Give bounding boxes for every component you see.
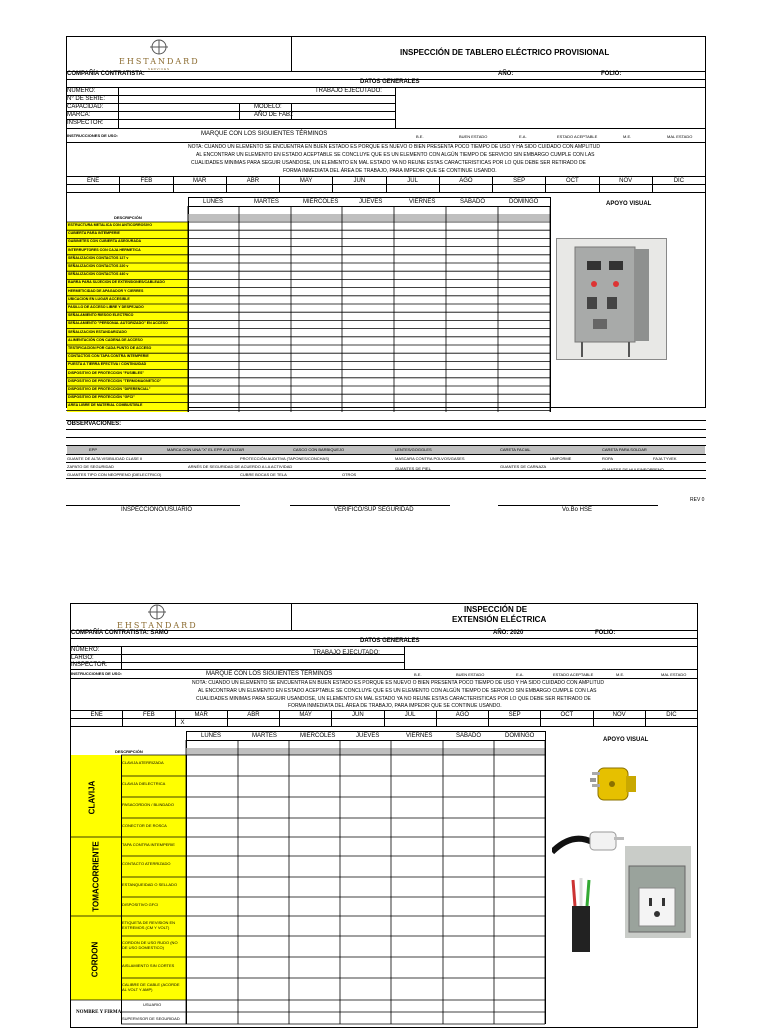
form2-group-tomacorriente: TOMACORRIENTE <box>91 841 101 912</box>
form1-field-brand: MARCA: <box>67 112 91 118</box>
wire-icon <box>566 876 596 952</box>
form2-item-label: AISLAMIENTO SIN CORTES <box>122 963 175 968</box>
form2-item-label: CONTACTO ATERRIZADO <box>122 861 171 866</box>
form1-epp2: UNIFORME <box>550 456 572 461</box>
form1-note-2: AL ENCONTRAR UN ELEMENTO EN ESTADO ACEPTABLE SE CONCLUYE QUE ES UN ELEMENTO CON ALGÚN TIEMPO DE SERVICIO SIN EMBARGO CUMPLE CON LAS <box>196 152 595 158</box>
form1-epp3: GUANTES DE HULE/NEOPRENO <box>602 467 664 472</box>
form1-field-capacity: CAPACIDAD: <box>67 104 104 110</box>
form1-legend-mal: MAL ESTADO <box>667 134 693 139</box>
form2-month: SEP <box>489 711 541 719</box>
form1-logo-name: EHSTANDARD <box>119 57 200 66</box>
form1-visual-support: APOYO VISUAL <box>606 201 652 207</box>
form2-months-table <box>70 710 698 727</box>
form2-item-label: PASACORDON / BLINDADO <box>122 802 174 807</box>
form2-day: SÁBADO <box>456 733 482 739</box>
form2-description: DESCRIPCIÓN <box>115 749 143 754</box>
form1-item-label: SEÑALAMIENTO "PERSONAL AUTORIZADO" EN ACCESO <box>68 321 168 326</box>
form2-month: JUL <box>384 711 436 719</box>
form1-year-label: AÑO: <box>498 71 514 77</box>
form2-month: ABR <box>227 711 279 719</box>
form2-month: FEB <box>123 711 175 719</box>
form2-month: MAR <box>175 711 227 719</box>
plug-icon <box>590 756 646 811</box>
form1-observations: OBSERVACIONES: <box>67 421 122 427</box>
form1-folio-label: FOLIO: <box>601 71 622 77</box>
form2-general-header: DATOS GENERALES <box>360 638 420 644</box>
cord-photo <box>552 812 632 872</box>
form1-mark-terms: MARQUE CON LOS SIGUIENTES TÉRMINOS <box>201 131 328 137</box>
form1-day: VIERNES <box>409 199 436 205</box>
form1-item-label: UBICACION EN LUGAR ACCESIBLE <box>68 296 130 301</box>
form1-month: OCT <box>546 177 599 185</box>
form1-month: JUL <box>386 177 439 185</box>
form1-epp: CASCO CON BARBIQUEJO <box>293 447 345 452</box>
form2-note-3: CUALIDADES MINIMAS PARA SEGUIR USANDOSE, UN ELEMENTO EN MAL ESTADO YA NO REUNE ESTAS CARACTERISTICAS POR LO QUE DEBE SER RETIRADO DE <box>196 696 591 702</box>
form1-epp3: GUANTES DE CARNAZA <box>500 464 547 469</box>
form2-legend-aceptable: ESTADO ACEPTABLE <box>553 672 594 677</box>
form1-field-number: NUMERO: <box>67 88 96 94</box>
form2-field-number: NÚMERO: <box>71 647 100 653</box>
form2-item-label: ETIQUETA DE REVISION EN EXTREMOS (CM Y VOLT) <box>122 920 176 930</box>
form1-legend-buen: BUEN ESTADO <box>459 134 488 139</box>
form1-item-label: AREA LIBRE DE MATERIAL COMBUSTIBLE <box>68 403 143 408</box>
outlet-icon <box>625 846 691 938</box>
form2-mark-terms: MARQUE CON LOS SIGUIENTES TÉRMINOS <box>206 671 333 677</box>
form2-sign-supervisor: SUPERVISOR DE SEGURIDAD <box>122 1016 180 1021</box>
form2-month-mark: X <box>175 719 227 727</box>
form1-month: MAY <box>280 177 333 185</box>
form1-day: JUEVES <box>359 199 383 205</box>
form1-legend-me: M.E. <box>623 134 632 139</box>
form1-month: ENE <box>67 177 120 185</box>
form1-description: DESCRIPCIÓN <box>114 215 142 220</box>
form1-item-label: SEÑALAMIENTO RIESGO ELECTRICO <box>68 313 134 318</box>
form1-sign-hse: Vo.Bo HSE <box>562 507 593 513</box>
form2-group-clavija: CLAVIJA <box>87 780 97 815</box>
form2-day: VIERNES <box>406 733 433 739</box>
form1-item-label: DISPOSITIVO DE PROTECCION "FUSIBLES" <box>68 370 145 375</box>
form2-legend-mal: MAL ESTADO <box>661 672 687 677</box>
form1-item-label: TESTIFICACION POR CADA PUNTO DE ACCESO <box>68 346 152 350</box>
form1-note-4: FORMA INMEDIATA DEL ÁREA DE TRABAJO, PARA IMPEDIR QUE SE CONTINUE USANDO. <box>283 168 497 174</box>
form1-item-label: SEÑALIZACION CONTACTOS 440 v <box>68 272 129 277</box>
form2-item-label: TAPA CONTRA INTEMPERIE <box>122 842 175 847</box>
form2-item-label: CONECTOR DE ROSCA <box>122 823 167 828</box>
form1-title: INSPECCIÓN DE TABLERO ELÉCTRICO PROVISIONAL <box>400 48 610 57</box>
form1-day: LUNES <box>203 199 224 205</box>
form1-general-header: DATOS GENERALES <box>360 79 420 85</box>
form1-month: ABR <box>226 177 279 185</box>
form1-item-label: SEÑALIZACION CONTACTOS 127 v <box>68 255 129 260</box>
form2-note-1: NOTA: CUANDO UN ELEMENTO SE ENCUENTRA EN BUEN ESTADO ES PORQUE ES NUEVO O BIEN PRESENTA POCO TIEMPO DE USO Y HA SIDO CUIDADO CON AMPLITUD <box>192 680 604 686</box>
form2-grid <box>70 740 548 1026</box>
form2-item-label: CORDON DE USO RUDO (NO DE USO DOMESTICO) <box>122 940 178 950</box>
form2-field-inspector: INSPECTOR: <box>71 662 108 668</box>
form2-legend-me: M.E. <box>616 672 625 677</box>
form2-item-label: CALIBRE DE CABLE (ACORDE AL VOLT Y AMP) <box>122 982 180 992</box>
form1-sign-user: INSPECCIONO/USUARIO <box>121 507 193 513</box>
form2-day: JUEVES <box>356 733 380 739</box>
form1-field-model: MODELO: <box>254 104 282 110</box>
form1-epp2: GUANTE DE ALTA VISIBILIDAD CLASE II <box>67 456 143 461</box>
electrical-panel-photo <box>556 238 667 360</box>
form1-epp4: CUBRE BOCAS DE TELA <box>240 472 287 477</box>
form1-epp2: PROTECCIÓN AUDITIVA (TAPONES/CONCHAS) <box>240 456 330 461</box>
form1-item-label: PASILLO DE ACCESO LIBRE Y DESPEJADO <box>68 305 144 309</box>
form1-legend-be: B.E. <box>416 134 424 139</box>
form1-item-label: HERMETICIDAD DE APAGADOR Y CIERRES <box>68 288 144 293</box>
form2-month: ENE <box>71 711 123 719</box>
form1-epp: CARETA PARA SOLDAR <box>602 447 647 452</box>
form1-field-job: TRABAJO EJECUTADO: <box>315 88 382 94</box>
form2-item-label: ESTANQUEIDAD O SELLADO <box>122 882 178 887</box>
form1-month: MAR <box>173 177 226 185</box>
form2-day: MARTES <box>252 733 277 739</box>
form1-item-label: SEÑALIZACION ESTANDARIZADO <box>68 329 127 334</box>
form2-note-2: AL ENCONTRAR UN ELEMENTO EN ESTADO ACEPTABLE SE CONCLUYE QUE ES UN ELEMENTO CON ALGÚN TIEMPO DE SERVICIO SIN EMBARGO CUMPLE CON LAS <box>198 688 597 694</box>
form1-day: MARTES <box>254 199 279 205</box>
form1-epp: LENTES/GOGGLES <box>395 447 432 452</box>
form1-epp3: ZAPATO DE SEGURIDAD <box>67 464 114 469</box>
form1-item-label: SEÑALIZACION CONTACTOS 220 v <box>68 264 129 268</box>
wires-photo <box>566 876 596 952</box>
form1-legend-aceptable: ESTADO ACEPTABLE <box>557 134 598 139</box>
form1-item-label: GABINETES CON CUBIERTA ASEGURADA <box>68 239 142 244</box>
form2-day: LUNES <box>201 733 222 739</box>
form1-item-label: PUESTA A TIERRA EFECTIVA / CONTINUIDAD <box>68 362 147 367</box>
plug-photo <box>590 756 646 811</box>
form1-epp: MARCA CON UNA "X" EL EPP A UTILIZAR <box>167 447 245 452</box>
form1-month: FEB <box>120 177 173 185</box>
form1-logo-tag: S E R V I C E S <box>148 67 170 71</box>
form1-item-label: BARRA PARA SUJECION DE EXTENSIONES/CABLEADO <box>68 280 165 285</box>
form2-contractor-label: COMPAÑÍA CONTRATISTA: SAMO <box>71 630 169 636</box>
form1-epp2: ROPA <box>602 456 614 461</box>
form1-item-label: ALIMENTACIÓN CON CADENA DE ACCESO <box>68 337 143 342</box>
electrical-panel-icon <box>557 239 666 359</box>
form2-day: MIÉRCOLES <box>300 733 336 739</box>
form1-contractor-label: COMPAÑÍA CONTRATISTA: <box>67 71 145 77</box>
form1-day: SÁBADO <box>460 199 486 205</box>
form2-group-cordon: CORDON <box>90 941 100 978</box>
form2-month: AGO <box>436 711 488 719</box>
form1-month: DIC <box>652 177 705 185</box>
form1-rev: REV 0 <box>690 497 705 503</box>
form2-title-2: EXTENSIÓN ELÉCTRICA <box>452 615 547 624</box>
form2-field-job: TRABAJO EJECUTADO: <box>313 650 380 656</box>
form1-item-label: DISPOSITIVO DE PROTECCION "TERMOMAGNETICO" <box>68 378 162 383</box>
form1-item-label: ESTRUCTURA METALICA CON ANTICORROSIVO <box>68 223 152 227</box>
form2-field-length: LARGO: <box>71 655 94 661</box>
form2-legend-ea: E.A. <box>516 672 524 677</box>
form1-field-year-fab: AÑO DE FAB.: <box>254 112 294 118</box>
form2-logo-name: EHSTANDARD <box>117 621 198 630</box>
form2-item-label: DISPOSITIVO GFCI <box>122 902 159 907</box>
form1-day: MIÉRCOLES <box>303 199 339 205</box>
form1-field-serial: N° DE SERIE: <box>67 96 106 102</box>
form2-month: JUN <box>332 711 384 719</box>
form1-item-label: INTERRUPTORES CON CAJA HERMETICA <box>68 247 141 252</box>
form1-day: DOMINGO <box>509 199 539 205</box>
form1-item-label: DISPOSITIVO DE PROTECCION "DIFERENCIAL" <box>68 387 151 391</box>
form2-month: MAY <box>280 711 332 719</box>
form1-month: SEP <box>493 177 546 185</box>
outlet-photo <box>625 846 691 938</box>
form1-epp3: GUANTES DE PIEL <box>395 466 431 471</box>
form1-epp2: MASCARA CONTRA POLVOS/GASES <box>395 456 465 461</box>
form1-epp2: FAJA TYVEK <box>653 456 677 461</box>
form2-month: NOV <box>593 711 645 719</box>
form1-legend-ea: E.A. <box>519 134 527 139</box>
form1-months-table <box>66 176 706 193</box>
form1-epp3: ARNÉS DE SEGURIDAD DE ACUERDO A LA ACTIVIDAD <box>188 464 293 469</box>
form1-note-3: CUALIDADES MINIMAS PARA SEGUIR USANDOSE, UN ELEMENTO EN MAL ESTADO YA NO REUNE ESTAS CARACTERISTICAS POR LO QUE DEBE SER RETIRADO DE <box>191 160 586 166</box>
form2-legend-be: B.E. <box>414 672 422 677</box>
form2-instructions-label: INSTRUCCIONES DE USO: <box>71 671 122 676</box>
form1-note-1: NOTA: CUANDO UN ELEMENTO SE ENCUENTRA EN BUEN ESTADO ES PORQUE ES NUEVO O BIEN PRESENTA POCO TIEMPO DE USO Y HA SIDO CUIDADO CON AMPLITUD <box>188 144 600 150</box>
form2-month: DIC <box>645 711 697 719</box>
form1-epp4: OTROS <box>342 472 357 477</box>
form1-sign-supervisor: VERIFICÓ/SUP SEGURIDAD <box>334 507 414 513</box>
form2-item-label: CLAVIJA ATERRIZADA <box>122 760 164 765</box>
form2-folio-label: FOLIO: <box>595 630 616 636</box>
form2-sign-user: USUARIO <box>143 1002 162 1007</box>
form1-item-label: CONTACTOS CON TAPA CONTRA INTEMPERIE <box>68 354 149 359</box>
form1-month: JUN <box>333 177 386 185</box>
form2-title-1: INSPECCIÓN DE <box>464 605 528 614</box>
form1-item-label: DISPOSITIVO DE PROTECCIÓN "GFCI" <box>68 395 135 400</box>
cord-icon <box>552 812 632 872</box>
form1-item-label: CUBIERTA PARA INTEMPERIE <box>68 231 120 236</box>
form2-year-label: AÑO: 2020 <box>493 630 524 636</box>
form1-field-inspector: INSPECTOR: <box>67 120 104 126</box>
form2-month: OCT <box>541 711 593 719</box>
form2-visual-support: APOYO VISUAL <box>603 737 649 743</box>
form1-epp4: GUANTES TIPO CON NEOPRENO (DIELECTRICO) <box>67 472 162 477</box>
form1-month: NOV <box>599 177 652 185</box>
form2-item-label: CLAVIJA DIELECTRICA <box>122 781 166 786</box>
form2-day: DOMINGO <box>505 733 535 739</box>
form1-month: AGO <box>439 177 492 185</box>
form2-legend-buen: BUEN ESTADO <box>456 672 485 677</box>
form2-sign-label: NOMBRE Y FIRMA <box>76 1010 122 1015</box>
form2-note-4: FORMA INMEDIATA DEL ÁREA DE TRABAJO, PARA IMPEDIR QUE SE CONTINUE USANDO. <box>288 703 502 709</box>
form1-epp: CARETA FACIAL <box>500 447 531 452</box>
form1-instructions-label: INSTRUCCIONES DE USO: <box>67 133 118 138</box>
form1-grid <box>66 206 552 416</box>
form1-epp: EPP <box>89 447 98 452</box>
